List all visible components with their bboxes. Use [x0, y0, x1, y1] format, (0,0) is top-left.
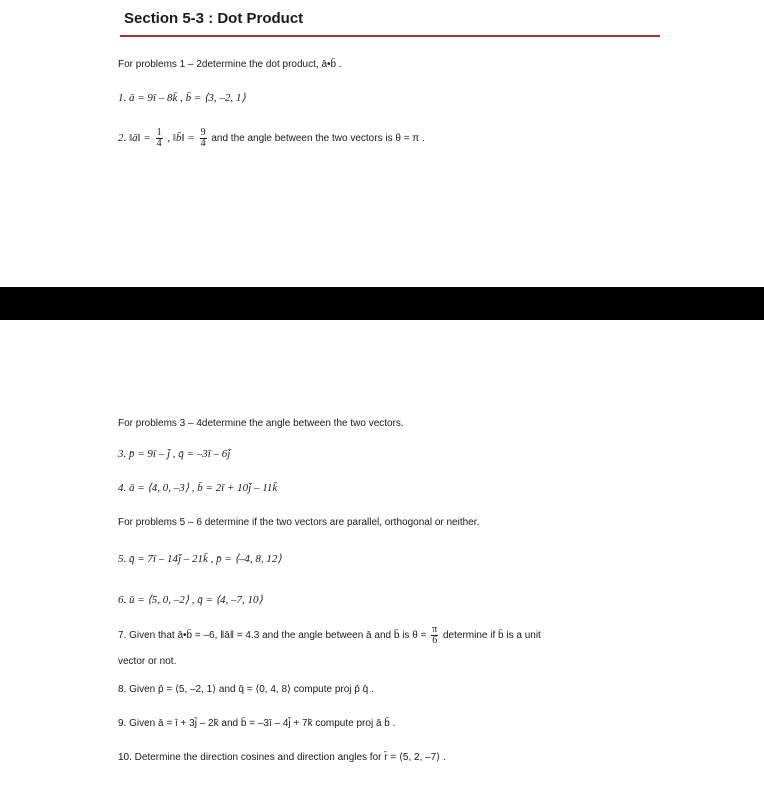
fraction-numerator: π: [432, 624, 438, 635]
problems-3-4-intro: For problems 3 – 4determine the angle between the two vectors.: [118, 418, 404, 429]
problems-1-2-intro: For problems 1 – 2determine the dot product, ā•b̄ .: [118, 59, 342, 70]
page-separator-band: [0, 287, 764, 320]
document-page-top: [0, 0, 764, 287]
fraction-numerator: 1: [156, 127, 162, 138]
problem-7: [118, 625, 541, 646]
fraction-denominator: 4: [200, 138, 206, 149]
fraction-one-quarter: [156, 128, 163, 149]
problem-2-suffix: and the angle between the two vectors is θ = π .: [211, 133, 425, 145]
page-title: Section 5-3 : Dot Product: [124, 10, 304, 27]
problem-9: 9. Given ā = ī + 3j̄ – 2k̄ and b̄ = –3ī – 4j̄ + 7k̄ compute proj ā b̄ .: [118, 718, 396, 729]
problem-6: 6. ū = ⟨5, 0, –2⟩ , q̄ = ⟨4, –7, 10⟩: [118, 594, 263, 606]
title-divider: [120, 35, 660, 37]
fraction-denominator: 4: [156, 138, 162, 149]
problem-7-suffix: determine if b̄ is a unit: [443, 630, 541, 642]
problems-5-6-intro: For problems 5 – 6 determine if the two vectors are parallel, orthogonal or neither.: [118, 517, 480, 528]
fraction-denominator: 6: [432, 635, 438, 646]
problem-7-continuation: vector or not.: [118, 656, 177, 667]
fraction-numerator: 9: [200, 127, 206, 138]
problem-5: 5. q̄ = 7ī – 14j̄ – 21k̄ , p̄ = ⟨–4, 8, 12⟩: [118, 553, 282, 565]
problem-8: 8. Given p̄ = ⟨5, –2, 1⟩ and q̄ = ⟨0, 4, 8⟩ compute proj p̄ q̄ .: [118, 684, 374, 695]
problem-2-prefix: 2. ‖ā‖ =: [118, 132, 151, 145]
problem-4: 4. ā = ⟨4, 0, –3⟩ , b̄ = 2ī + 10j̄ – 11k̄: [118, 482, 278, 494]
problem-7-prefix: 7. Given that ā•b̄ = –6, ‖ā‖ = 4.3 and the angle between ā and b̄ is θ =: [118, 630, 427, 642]
problem-1: 1. ā = 9ī – 8k̄ , b̄ = ⟨3, –2, 1⟩: [118, 92, 246, 104]
fraction-pi-over-six: [431, 625, 438, 646]
fraction-nine-quarters: [200, 128, 207, 149]
problem-3: 3. p̄ = 9ī – j̄ , q̄ = –3ī – 6j̄: [118, 448, 231, 460]
problem-2: [118, 128, 425, 149]
problem-10: 10. Determine the direction cosines and direction angles for r̄ = ⟨5, 2, –7⟩ .: [118, 752, 446, 763]
problem-2-mid: , ‖b̄‖ =: [167, 132, 195, 145]
document-page-bottom: [0, 320, 764, 800]
